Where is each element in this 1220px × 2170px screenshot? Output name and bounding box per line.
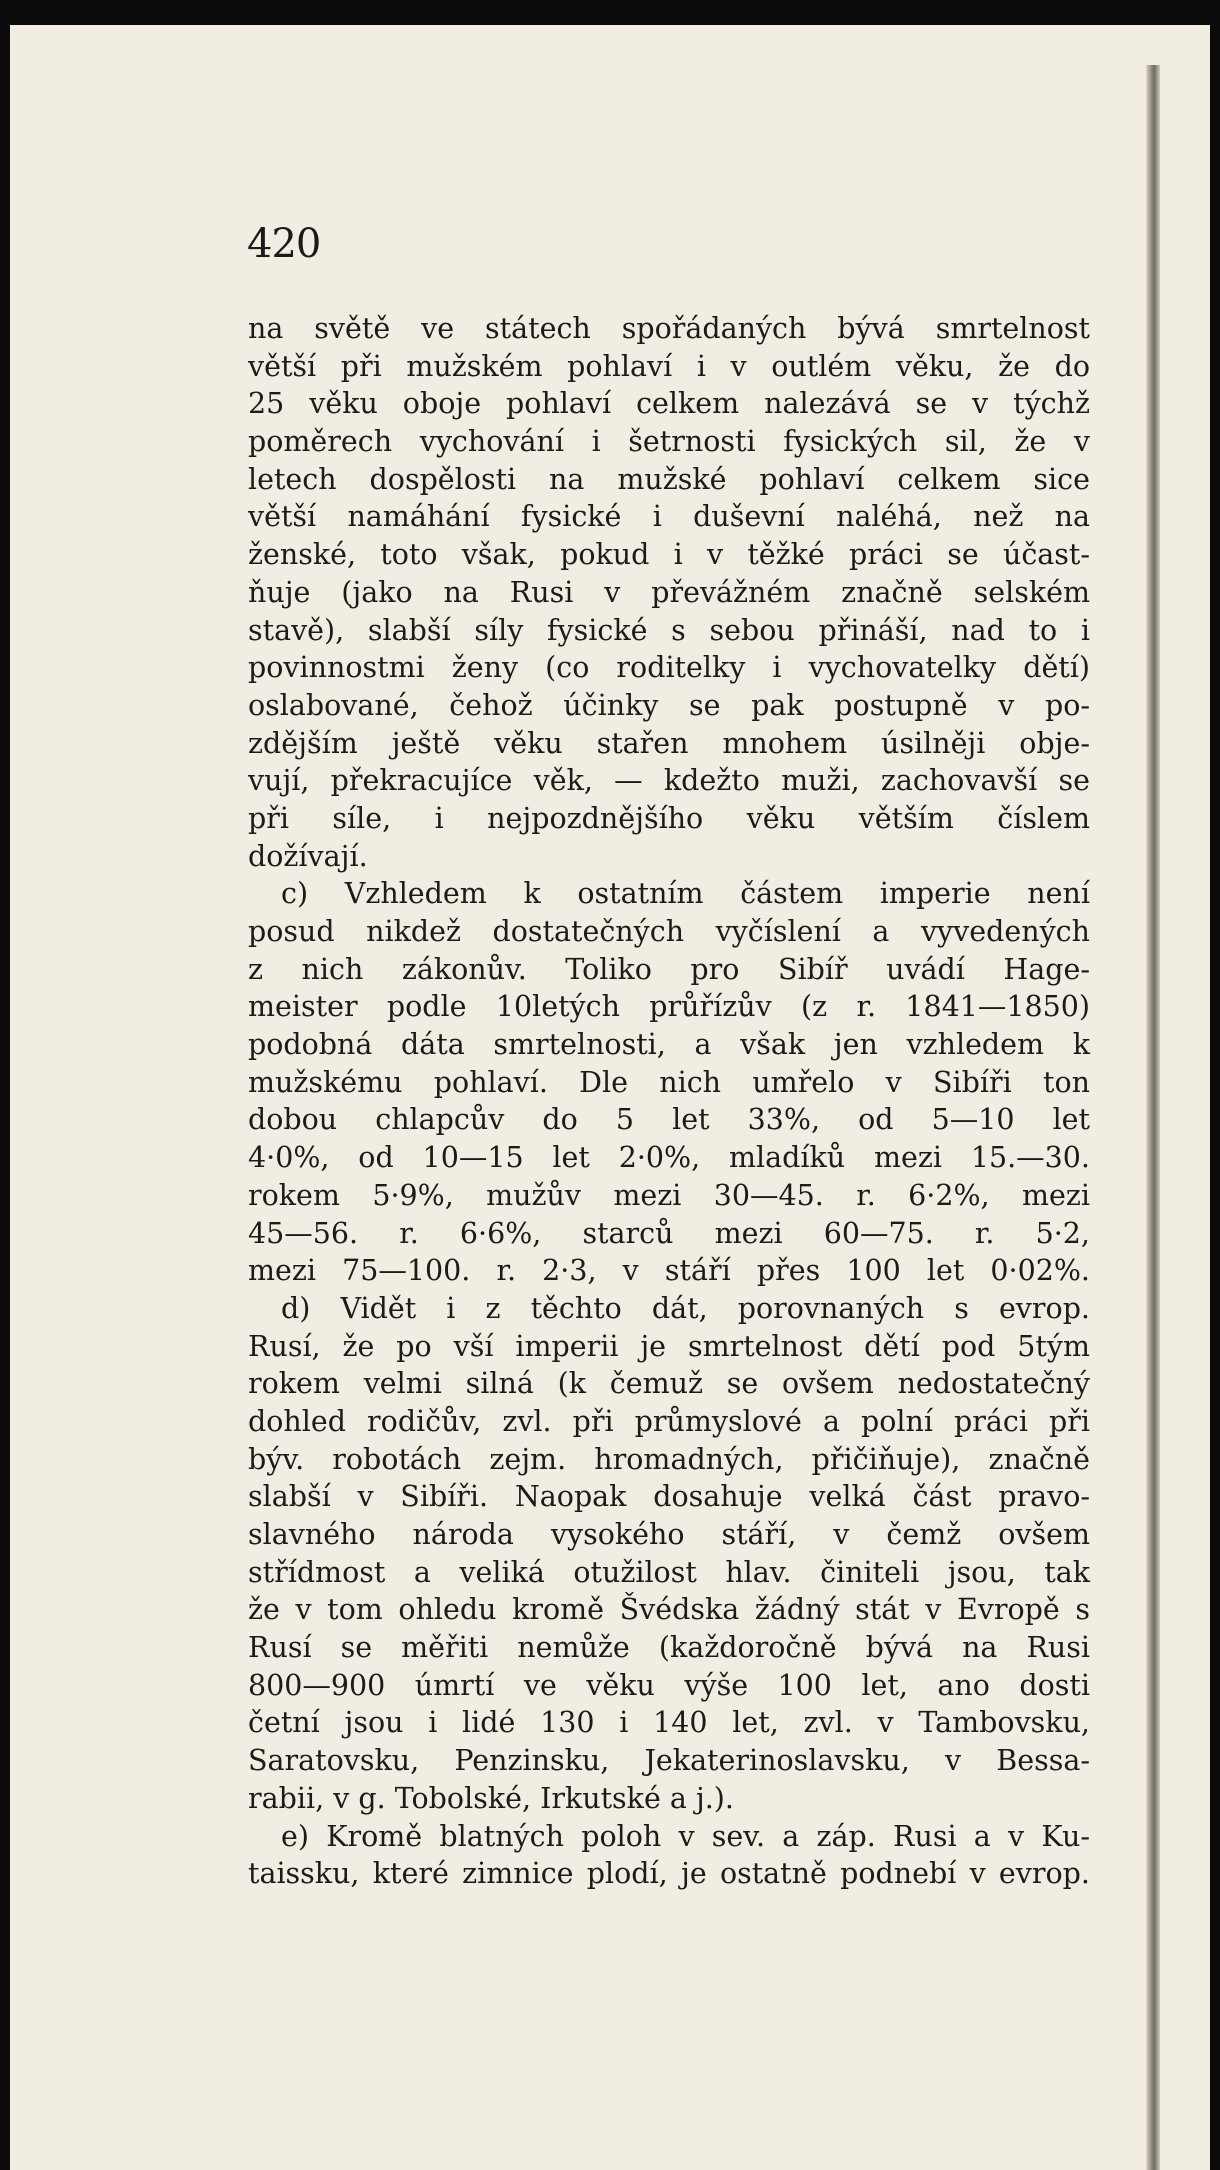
text-line: rabii, v g. Tobolské, Irkutské a j.). <box>248 1781 734 1815</box>
text-line: 4·0%, od 10—15 let 2·0%, mladíků mezi 15.—30. <box>248 1141 1090 1175</box>
text-line: 45—56. r. 6·6%, starců mezi 60—75. r. 5·2, <box>248 1216 1090 1250</box>
text-line: ženské, toto však, pokud i v těžké práci se účast- <box>248 538 1090 572</box>
text-line: Rusí se měřiti nemůže (každoročně bývá na Rusi <box>248 1631 1090 1665</box>
text-line: větší namáhání fysické i duševní naléhá, než na <box>248 500 1090 534</box>
text-line: rokem velmi silná (k čemuž se ovšem nedostatečný <box>248 1367 1090 1401</box>
text-line: ňuje (jako na Rusi v převážném značně selském <box>248 575 1090 609</box>
book-page <box>10 25 1210 2170</box>
text-line: větší při mužském pohlaví i v outlém věku, že do <box>248 349 1090 383</box>
text-line: Saratovsku, Penzinsku, Jekaterinoslavsku, v Bessa- <box>248 1744 1090 1778</box>
text-line: rokem 5·9%, mužův mezi 30—45. r. 6·2%, mezi <box>248 1178 1090 1212</box>
text-line: oslabované, čehož účinky se pak postupně v po- <box>248 688 1090 722</box>
text-line: býv. robotách zejm. hromadných, přičiňuje), značně <box>248 1442 1090 1476</box>
text-line: střídmost a veliká otužilost hlav. činiteli jsou, tak <box>248 1555 1090 1589</box>
text-line: stavě), slabší síly fysické s sebou přináší, nad to i <box>248 613 1090 647</box>
text-line: mužskému pohlaví. Dle nich umřelo v Sibíři ton <box>248 1065 1090 1099</box>
text-line: Rusí, že po vší imperii je smrtelnost dětí pod 5tým <box>248 1329 1090 1363</box>
text-line: 25 věku oboje pohlaví celkem nalezává se v týchž <box>248 387 1090 421</box>
text-line: slavného národa vysokého stáří, v čemž ovšem <box>248 1518 1090 1551</box>
text-line: slabší v Sibíři. Naopak dosahuje velká část pravo- <box>248 1480 1090 1514</box>
text-line: d) Vidět i z těchto dát, porovnaných s evrop. <box>281 1291 1090 1325</box>
text-line: dobou chlapcův do 5 let 33%, od 5—10 let <box>248 1103 1090 1137</box>
text-line: 800—900 úmrtí ve věku výše 100 let, ano dosti <box>248 1668 1090 1702</box>
text-line: posud nikdež dostatečných vyčíslení a vyvedených <box>248 915 1090 948</box>
text-line: podobná dáta smrtelnosti, a však jen vzhledem k <box>248 1028 1090 1062</box>
text-line: při síle, i nejpozdnějšího věku větším číslem <box>248 801 1090 835</box>
text-line: vují, překracujíce věk, — kdežto muži, zachovavší se <box>248 764 1090 798</box>
page-number: 420 <box>247 221 321 267</box>
text-line: dožívají. <box>248 839 368 873</box>
text-line: povinnostmi ženy (co roditelky i vychovatelky dětí) <box>248 651 1090 685</box>
text-line: meister podle 10letých průřízův (z r. 1841—1850) <box>248 990 1090 1024</box>
text-line: letech dospělosti na mužské pohlaví celkem sice <box>248 462 1090 496</box>
text-line: zdějším ještě věku stařen mnohem úsilněji obje- <box>248 726 1090 760</box>
text-line: poměrech vychování i šetrnosti fysických sil, že v <box>248 425 1090 459</box>
text-line: na světě ve státech spořádaných bývá smrtelnost <box>248 312 1090 345</box>
page-spine-edge <box>1146 65 1160 2170</box>
text-line: že v tom ohledu kromě Švédska žádný stát v Evropě s <box>248 1593 1090 1627</box>
text-line: dohled rodičův, zvl. při průmyslové a polní práci při <box>248 1404 1090 1438</box>
text-line: mezi 75—100. r. 2·3, v stáří přes 100 let 0·02%. <box>248 1254 1090 1288</box>
text-line: z nich zákonův. Toliko pro Sibíř uvádí Hage- <box>248 952 1090 986</box>
text-line: e) Kromě blatných poloh v sev. a záp. Rusi a v Ku- <box>281 1819 1090 1853</box>
text-line: četní jsou i lidé 130 i 140 let, zvl. v Tambovsku, <box>248 1706 1090 1740</box>
text-line: c) Vzhledem k ostatním částem imperie není <box>281 877 1090 911</box>
body-text <box>248 310 1090 1893</box>
text-line: taissku, které zimnice plodí, je ostatně podnebí v evrop. <box>248 1857 1090 1891</box>
